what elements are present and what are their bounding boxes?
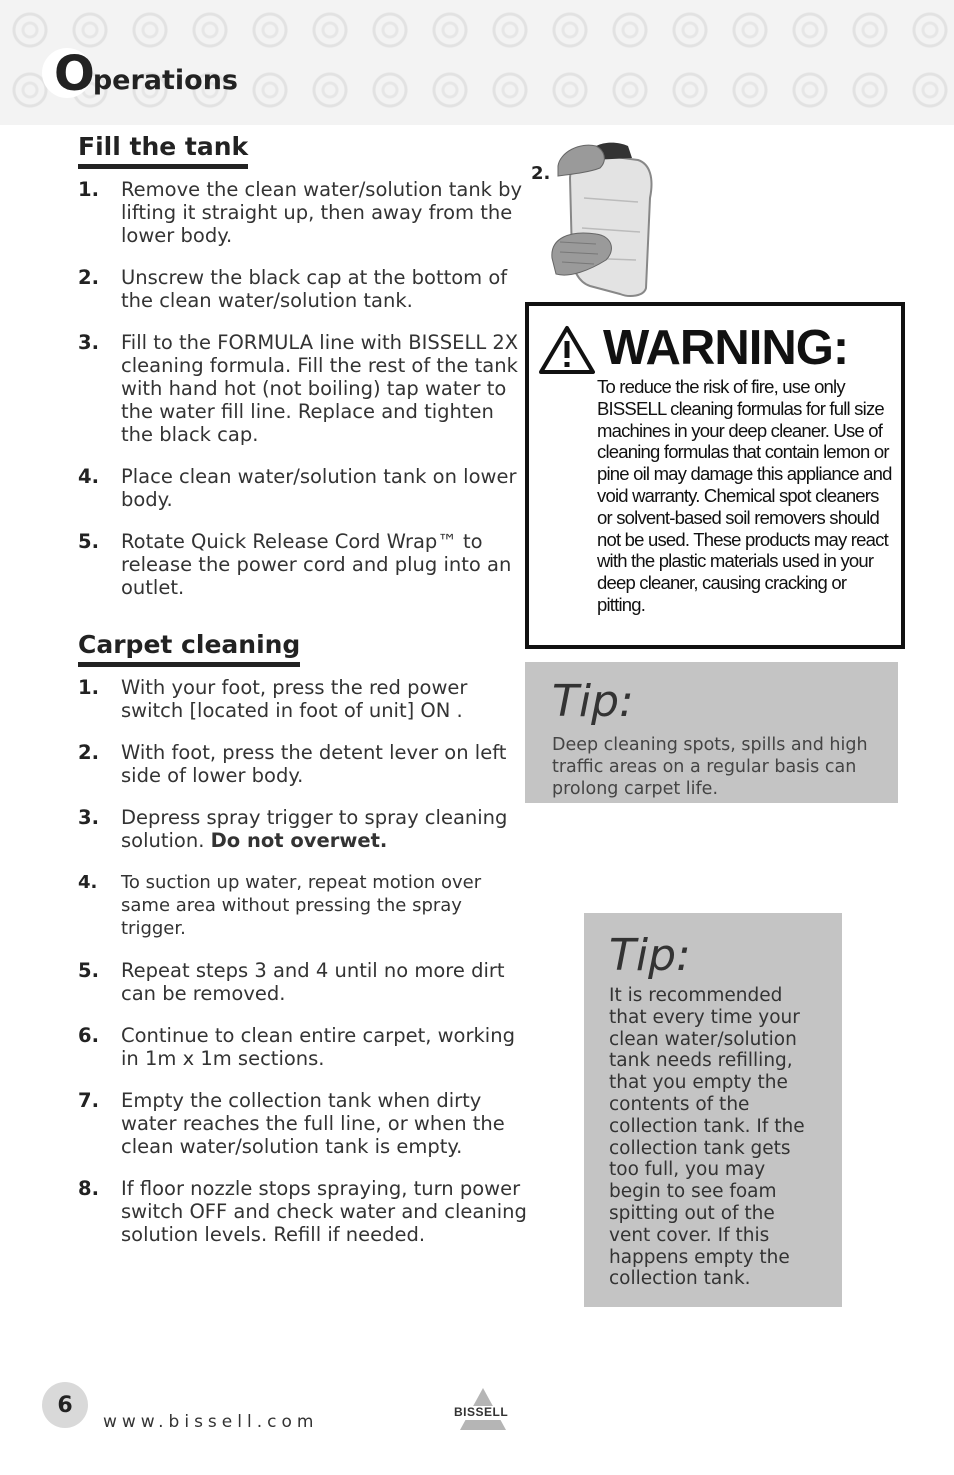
tank-in-hands-illustration — [550, 138, 660, 300]
tip-box-carpet-life — [525, 662, 898, 803]
list-item: 2. With foot, press the detent lever on left side of lower body. — [78, 741, 507, 787]
bissell-logo — [450, 1386, 516, 1432]
list-item: 7. Empty the collection tank when dirty water reaches the full line, or when the clean water/solution tank is empty. — [78, 1089, 505, 1158]
carpet-cleaning-heading: Carpet cleaning — [78, 630, 300, 667]
tip-text: Deep cleaning spots, spills and high traffic areas on a regular basis can prolong carpet life. — [552, 735, 868, 799]
title-initial: O — [54, 46, 95, 102]
list-item: 8. If floor nozzle stops spraying, turn power switch OFF and check water and cleaning solution levels. Refill if needed. — [78, 1177, 527, 1246]
list-item: 3. Depress spray trigger to spray cleaning solution. Do not overwet. — [78, 806, 508, 852]
warning-box — [525, 302, 905, 649]
list-item: 2. Unscrew the black cap at the bottom of the clean water/solution tank. — [78, 266, 508, 312]
tip-title: Tip: — [552, 676, 634, 727]
warning-title: WARNING: — [603, 321, 849, 375]
list-item: 1. Remove the clean water/solution tank by lifting it straight up, then away from the lower body. — [78, 178, 523, 247]
page-title — [42, 46, 238, 102]
list-item: 1. With your foot, press the red power switch [located in foot of unit] ON . — [78, 676, 468, 722]
tip-box-collection-tank — [584, 913, 842, 1307]
brand-logo-text: BISSELL — [454, 1405, 509, 1419]
fill-tank-heading: Fill the tank — [78, 132, 248, 169]
warning-text: To reduce the risk of fire, use only BISSELL cleaning formulas for full size machines in your deep cleaner. Use of cleaning formulas that contain lemon or pine oil may damage this appliance and void warranty. Chemical spot cleaners or solvent-based soil removers should not be used. These products may react with the plastic materials used in your deep cleaner, causing cracking or pitting. — [597, 376, 892, 615]
carpet-cleaning-steps — [78, 676, 528, 1265]
tip-text: It is recommended that every time your clean water/solution tank needs refilling, that you empty the contents of the collection tank. If the collection tank gets too full, you may begin to see foam spitting out of the vent cover. If this happens empty the collection tank. — [609, 985, 805, 1290]
page-number: 6 — [42, 1382, 88, 1428]
list-item: 6. Continue to clean entire carpet, working in 1m x 1m sections. — [78, 1024, 515, 1070]
overwet-warning: Do not overwet. — [210, 829, 388, 852]
fill-tank-steps — [78, 178, 528, 618]
list-item: 3. Fill to the FORMULA line with BISSELL 2X cleaning formula. Fill the rest of the tank with hand hot (not boiling) tap water to the water fill line. Replace and tighten the black cap. — [78, 331, 519, 446]
website-url: www.bissell.com — [103, 1412, 319, 1432]
title-rest: perations — [92, 65, 238, 96]
list-item: 4. To suction up water, repeat motion over same area without pressing the spray trigger. — [78, 872, 482, 939]
list-item: 4. Place clean water/solution tank on lower body. — [78, 465, 517, 511]
list-item: 5. Rotate Quick Release Cord Wrap™ to release the power cord and plug into an outlet. — [78, 530, 512, 599]
figure-label: 2. — [531, 163, 551, 184]
warning-triangle-icon — [539, 325, 595, 375]
tip-title: Tip: — [609, 930, 691, 981]
list-item: 5. Repeat steps 3 and 4 until no more dirt can be removed. — [78, 959, 505, 1005]
